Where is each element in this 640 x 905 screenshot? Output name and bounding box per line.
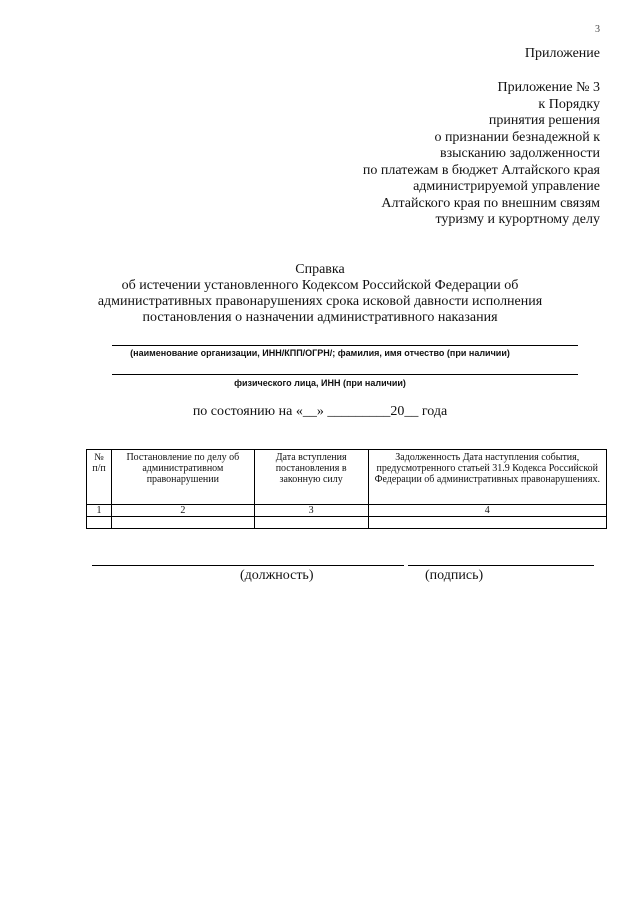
- appendix-reference-block: [240, 80, 600, 229]
- organization-fill-line: [112, 345, 578, 346]
- appendix-line: принятия решения: [488, 113, 600, 128]
- title-line: постановления о назначении административного наказания: [142, 310, 498, 325]
- table-header-row: [87, 450, 607, 505]
- empty-cell: [254, 517, 368, 529]
- page-number: 3: [595, 24, 600, 35]
- table-row: [87, 505, 607, 517]
- empty-cell: [111, 517, 254, 529]
- organization-caption: (наименование организации, ИНН/КПП/ОГРН/; фамилия, имя отчество (при наличии): [130, 348, 510, 358]
- title-line: административных правонарушениях срока исковой давности исполнения: [97, 294, 543, 309]
- appendix-line: Алтайского края по внешним связям: [381, 195, 600, 211]
- column-number-cell: 1: [87, 505, 112, 517]
- appendix-line: взысканию задолженности: [439, 146, 600, 161]
- person-fill-line: [112, 374, 578, 375]
- column-number-cell: 4: [368, 505, 606, 517]
- signature-label: (подпись): [425, 568, 484, 583]
- column-number-cell: 2: [111, 505, 254, 517]
- empty-cell: [368, 517, 606, 529]
- signature-fill-line: [408, 565, 594, 566]
- header-debt: Задолженность Дата наступления события, предусмотренного статьей 31.9 Кодекса Российской Федерации об административных правонарушениях.: [368, 450, 606, 505]
- title-line: об истечении установленного Кодексом Российской Федерации об: [121, 278, 519, 293]
- column-number-cell: 3: [254, 505, 368, 517]
- person-caption: физического лица, ИНН (при наличии): [234, 378, 406, 388]
- appendix-line: администрируемой управление: [413, 179, 600, 194]
- debt-table: [86, 449, 607, 529]
- appendix-line: о признании безнадежной к: [434, 129, 600, 145]
- document-title: [0, 262, 640, 326]
- header-number: № п/п: [87, 450, 112, 505]
- title-line: Справка: [295, 262, 345, 277]
- appendix-label: Приложение: [524, 46, 600, 61]
- empty-cell: [87, 517, 112, 529]
- appendix-line: туризму и курортному делу: [435, 212, 600, 227]
- position-fill-line: [92, 565, 404, 566]
- appendix-line: по платежам в бюджет Алтайского края: [362, 162, 600, 178]
- appendix-line: Приложение № 3: [497, 80, 600, 95]
- table-row: [87, 517, 607, 529]
- as-of-date-line: по состоянию на «__» _________20__ года: [192, 404, 448, 419]
- header-effective-date: Дата вступления постановления в законную силу: [254, 450, 368, 505]
- appendix-line: к Порядку: [538, 96, 600, 112]
- position-label: (должность): [240, 568, 314, 583]
- header-ruling: Постановление по делу об административном правонарушении: [111, 450, 254, 505]
